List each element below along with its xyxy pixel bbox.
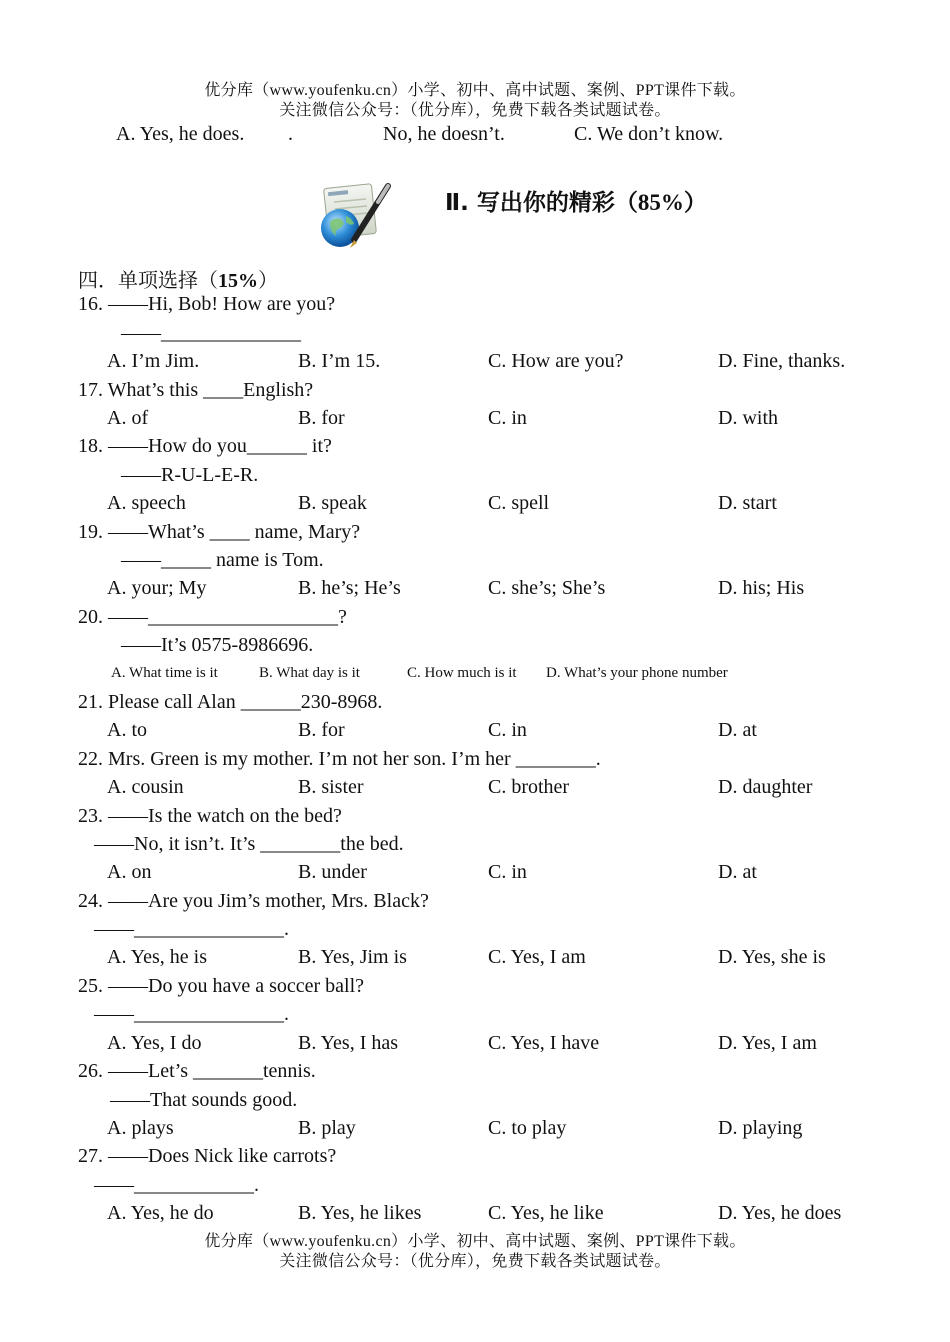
option-21-b: B. for: [298, 719, 345, 741]
part-label-text: 四．单项选择（: [78, 270, 218, 292]
option-22-b: B. sister: [298, 776, 364, 798]
page-header-line-2: 关注微信公众号：（优分库），免费下载各类试题试卷。: [279, 102, 671, 119]
question-stem-27: 27. ——Does Nick like carrots?: [78, 1145, 337, 1167]
option-23-a: A. on: [107, 861, 152, 883]
option-23-c: C. in: [488, 861, 527, 883]
part-label-close: ）: [258, 270, 278, 292]
option-17-b: B. for: [298, 407, 345, 429]
question-stem-22: 22. Mrs. Green is my mother. I’m not her son. I’m her ________.: [78, 748, 601, 770]
option-22-c: C. brother: [488, 776, 570, 798]
option-17-d: D. with: [718, 407, 778, 429]
option-18-a: A. speech: [107, 492, 186, 514]
option-25-d: D. Yes, I am: [718, 1032, 817, 1054]
option-27-b: B. Yes, he likes: [298, 1202, 422, 1224]
part-label: [78, 264, 278, 293]
option-22-d: D. daughter: [718, 776, 813, 798]
option-26-d: D. playing: [718, 1117, 803, 1139]
question-stem-21: 21. Please call Alan ______230-8968.: [78, 691, 383, 713]
option-27-c: C. Yes, he like: [488, 1202, 604, 1224]
option-19-d: D. his; His: [718, 577, 805, 599]
option-20-a: A. What time is it: [111, 665, 218, 681]
question-reply-18: ——R-U-L-E-R.: [121, 464, 259, 486]
page-header-line-1: 优分库（www.youfenku.cn）小学、初中、高中试题、案例、PPT课件下载。: [204, 82, 746, 99]
option-25-c: C. Yes, I have: [488, 1032, 600, 1054]
option-16-d: D. Fine, thanks.: [718, 350, 846, 372]
option-20-d: D. What’s your phone number: [546, 665, 728, 681]
part-label-percent: 15%: [218, 270, 258, 292]
option-21-d: D. at: [718, 719, 757, 741]
question-reply-24: ——_______________.: [94, 918, 289, 940]
option-24-a: A. Yes, he is: [107, 946, 208, 968]
option-18-b: B. speak: [298, 492, 367, 514]
option-27-d: D. Yes, he does: [718, 1202, 842, 1224]
prev-option-c: C. We don’t know.: [574, 123, 724, 145]
question-reply-25: ——_______________.: [94, 1003, 289, 1025]
question-stem-26: 26. ——Let’s _______tennis.: [78, 1060, 316, 1082]
question-stem-20: 20. ——___________________?: [78, 606, 347, 628]
option-24-b: B. Yes, Jim is: [298, 946, 407, 968]
section-title-percent: 85%: [637, 190, 684, 215]
option-23-d: D. at: [718, 861, 757, 883]
option-21-c: C. in: [488, 719, 527, 741]
prev-option-a: A. Yes, he does.: [116, 123, 245, 145]
question-reply-19: ——_____ name is Tom.: [121, 549, 324, 571]
option-23-b: B. under: [298, 861, 367, 883]
option-26-c: C. to play: [488, 1117, 567, 1139]
option-17-a: A. of: [107, 407, 149, 429]
option-24-c: C. Yes, I am: [488, 946, 586, 968]
prev-option-dot: .: [288, 123, 293, 145]
question-stem-24: 24. ——Are you Jim’s mother, Mrs. Black?: [78, 890, 429, 912]
question-reply-16: ——______________: [121, 322, 301, 344]
option-18-c: C. spell: [488, 492, 550, 514]
question-stem-18: 18. ——How do you______ it?: [78, 435, 332, 457]
option-26-b: B. play: [298, 1117, 356, 1139]
option-19-a: A. your; My: [107, 577, 207, 599]
prev-option-b: No, he doesn’t.: [383, 123, 505, 145]
option-24-d: D. Yes, she is: [718, 946, 826, 968]
section-title-close: ）: [683, 190, 707, 216]
option-16-b: B. I’m 15.: [298, 350, 381, 372]
option-19-c: C. she’s; She’s: [488, 577, 606, 599]
option-19-b: B. he’s; He’s: [298, 577, 401, 599]
page-footer-line-2: 关注微信公众号：（优分库），免费下载各类试题试卷。: [279, 1253, 671, 1270]
question-reply-26: ——That sounds good.: [110, 1089, 298, 1111]
option-17-c: C. in: [488, 407, 527, 429]
question-stem-16: 16. ——Hi, Bob! How are you?: [78, 293, 336, 315]
option-22-a: A. cousin: [107, 776, 184, 798]
writing-pen-globe-icon: [318, 182, 394, 252]
question-reply-23: ——No, it isn’t. It’s ________the bed.: [94, 833, 404, 855]
option-26-a: A. plays: [107, 1117, 174, 1139]
option-20-c: C. How much is it: [407, 665, 517, 681]
question-stem-23: 23. ——Is the watch on the bed?: [78, 805, 342, 827]
question-stem-17: 17. What’s this ____English?: [78, 379, 314, 401]
section-title-text: Ⅱ. 写出你的精彩（: [445, 190, 638, 216]
question-stem-19: 19. ——What’s ____ name, Mary?: [78, 521, 361, 543]
section-title: [445, 184, 707, 217]
option-25-b: B. Yes, I has: [298, 1032, 399, 1054]
option-21-a: A. to: [107, 719, 147, 741]
option-16-c: C. How are you?: [488, 350, 624, 372]
option-18-d: D. start: [718, 492, 777, 514]
question-reply-27: ——____________.: [94, 1174, 259, 1196]
page-footer-line-1: 优分库（www.youfenku.cn）小学、初中、高中试题、案例、PPT课件下载。: [204, 1233, 746, 1250]
option-20-b: B. What day is it: [259, 665, 360, 681]
option-27-a: A. Yes, he do: [107, 1202, 214, 1224]
option-16-a: A. I’m Jim.: [107, 350, 200, 372]
option-25-a: A. Yes, I do: [107, 1032, 202, 1054]
question-stem-25: 25. ——Do you have a soccer ball?: [78, 975, 365, 997]
question-reply-20: ——It’s 0575-8986696.: [121, 634, 314, 656]
